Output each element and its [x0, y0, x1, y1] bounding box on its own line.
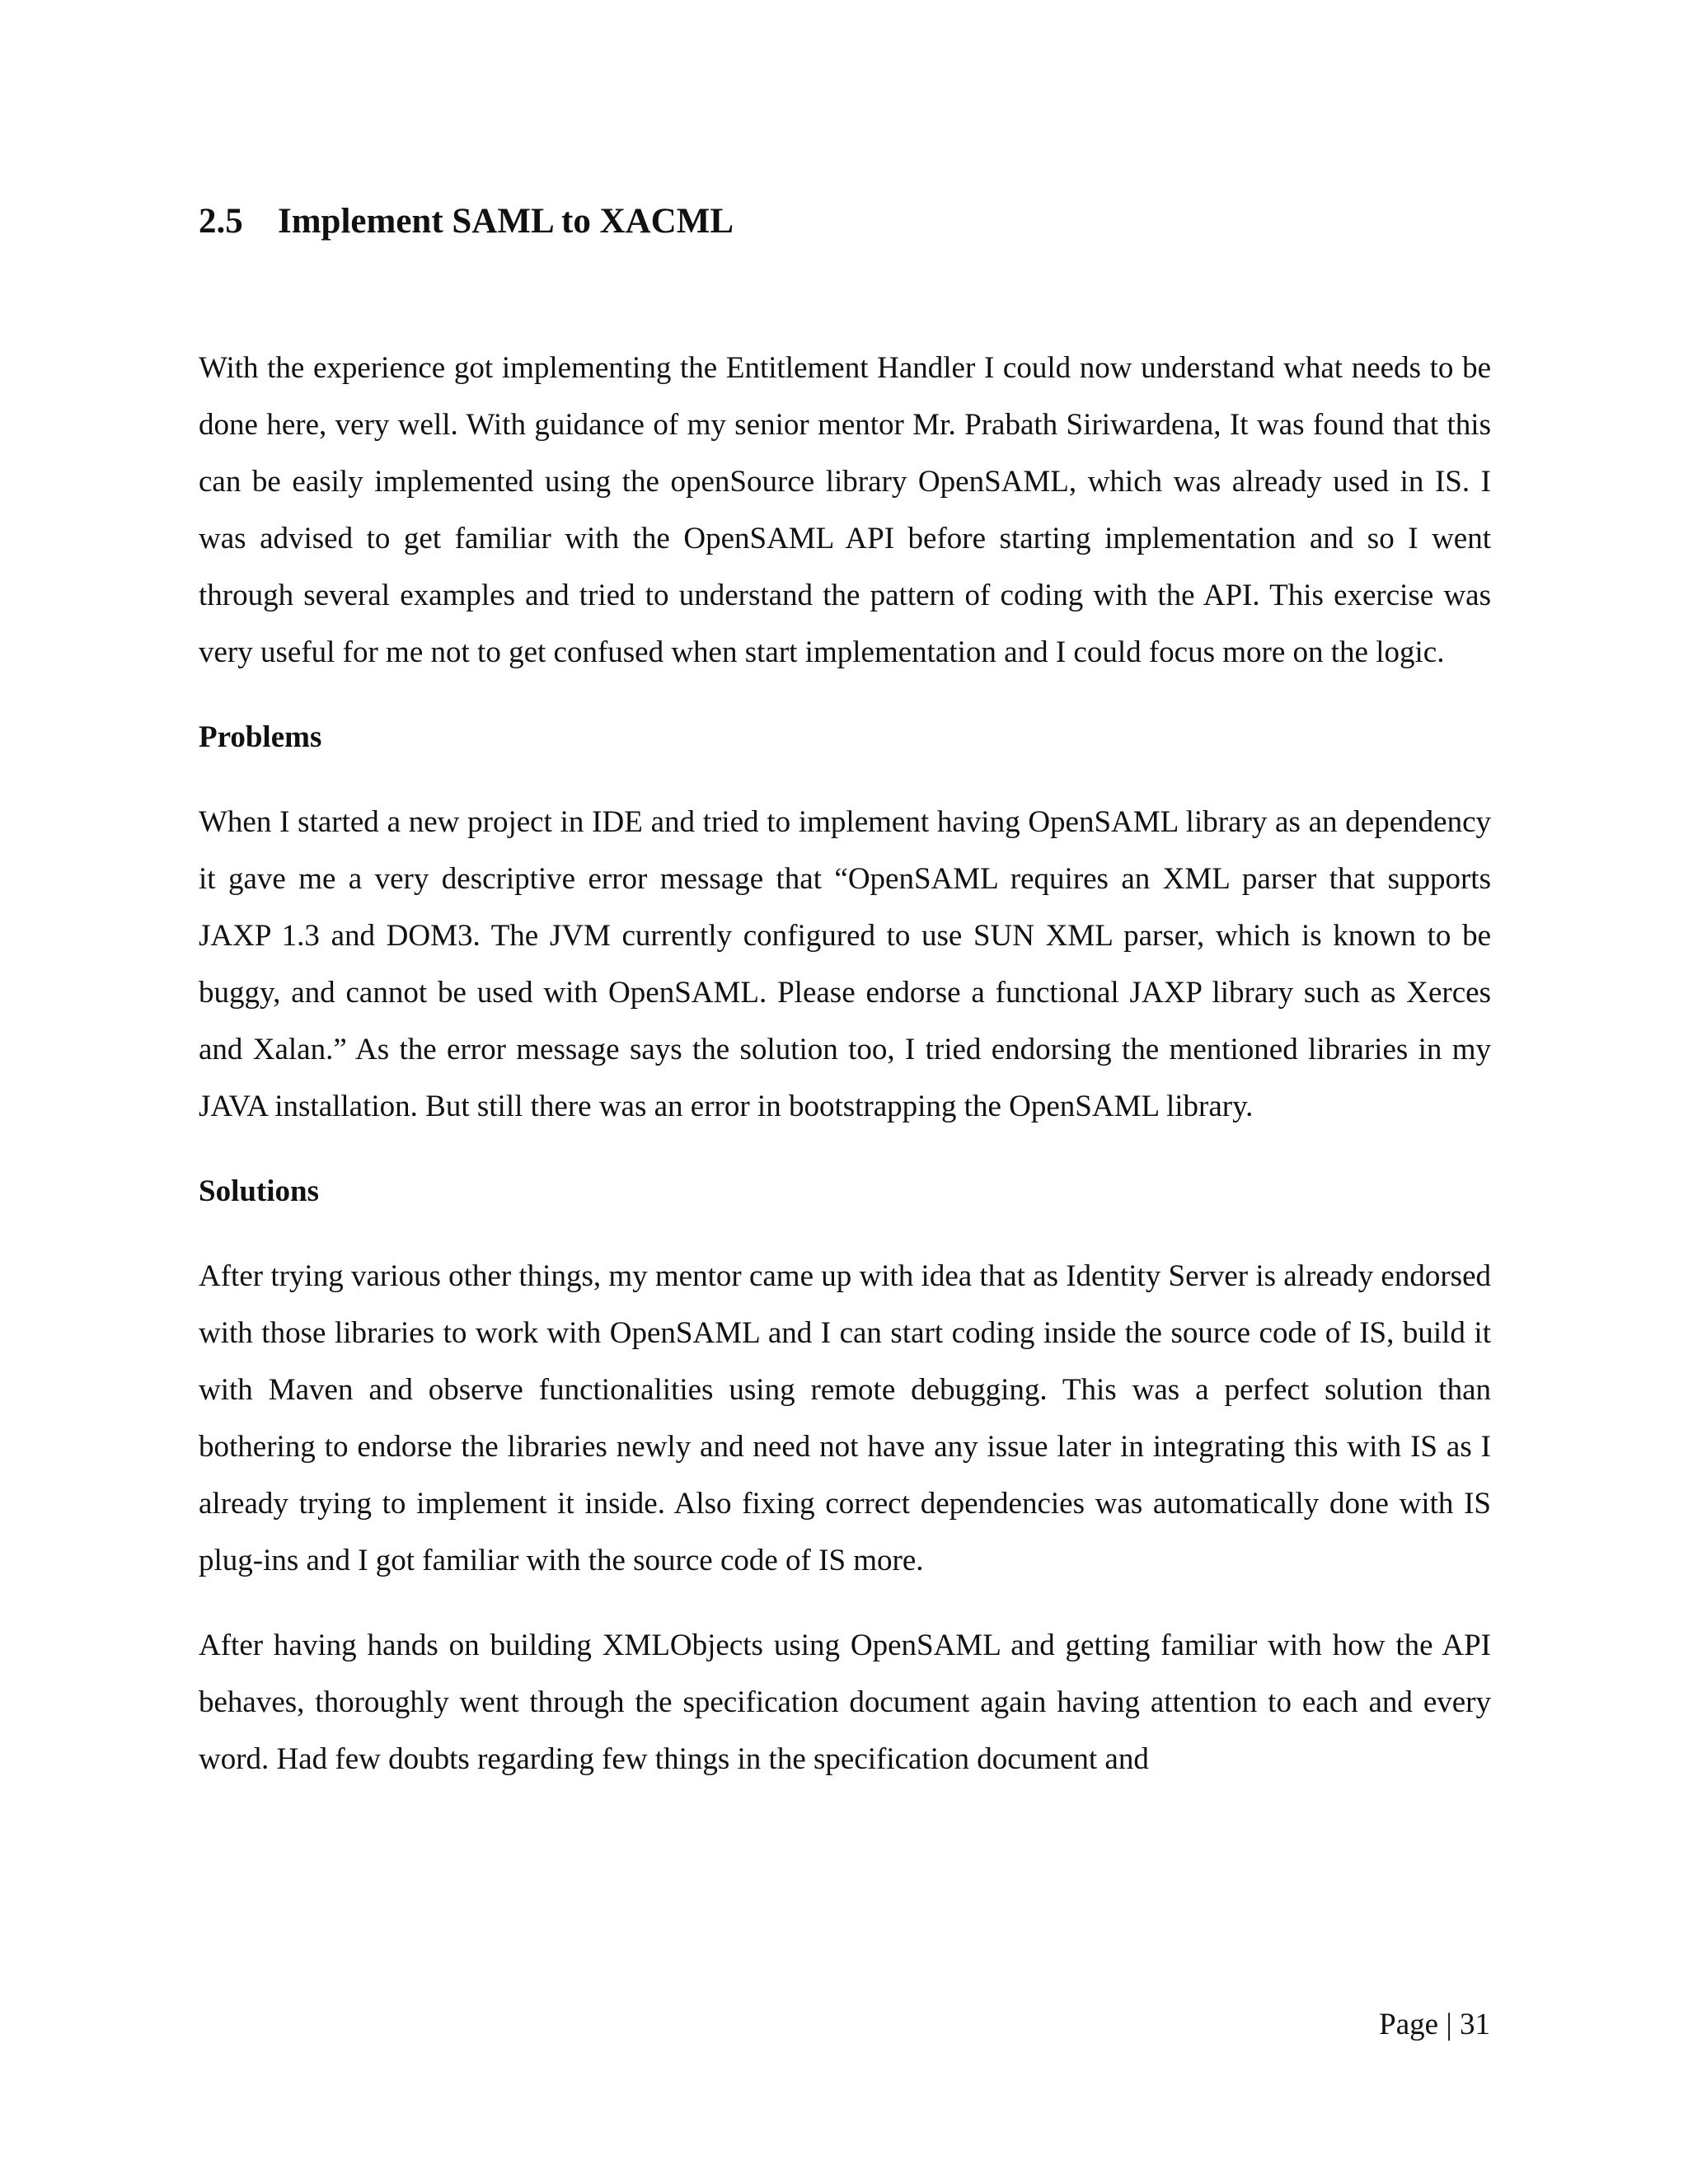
solutions-paragraph: After trying various other things, my mentor came up with idea that as Identity Server is already endorsed with those libraries to work with OpenSAML and I can start coding inside the source code of IS, build it with Maven and observe functionalities using remote debugging. This was a perfect solution than bothering to endorse the libraries newly and need not have any issue later in integrating this with IS as I already trying to implement it inside. Also fixing correct dependencies was automatically done with IS plug-ins and I got familiar with the source code of IS more. — [199, 1259, 1491, 1577]
section-title: Implement SAML to XACML — [278, 202, 734, 241]
problems-heading: Problems — [199, 720, 322, 754]
section-number: 2.5 — [199, 202, 243, 241]
page-content — [199, 191, 1491, 1816]
page-number: Page | 31 — [1379, 2008, 1490, 2041]
intro-paragraph: With the experience got implementing the Entitlement Handler I could now understand what needs to be done here, very well. With guidance of my senior mentor Mr. Prabath Siriwardena, It was found that this can be easily implemented using the openSource library OpenSAML, which was already used in IS. I was advised to get familiar with the OpenSAML API before starting implementation and so I went through several examples and tried to understand the pattern of coding with the API. This exercise was very useful for me not to get confused when start implementation and I could focus more on the logic. — [199, 351, 1491, 669]
problems-paragraph: When I started a new project in IDE and tried to implement having OpenSAML library as an dependency it gave me a very descriptive error message that “OpenSAML requires an XML parser that supports JAXP 1.3 and DOM3. The JVM currently configured to use SUN XML parser, which is known to be buggy, and cannot be used with OpenSAML. Please endorse a functional JAXP library such as Xerces and Xalan.” As the error message says the solution too, I tried endorsing the mentioned libraries in my JAVA installation. But still there was an error in bootstrapping the OpenSAML library. — [199, 805, 1491, 1123]
solutions-heading: Solutions — [199, 1174, 320, 1208]
followup-paragraph: After having hands on building XMLObjects using OpenSAML and getting familiar with how the API behaves, thoroughly went through the specification document again having attention to each and every word. Had few doubts regarding few things in the specification document and — [199, 1629, 1491, 1776]
section-heading — [199, 191, 1491, 252]
